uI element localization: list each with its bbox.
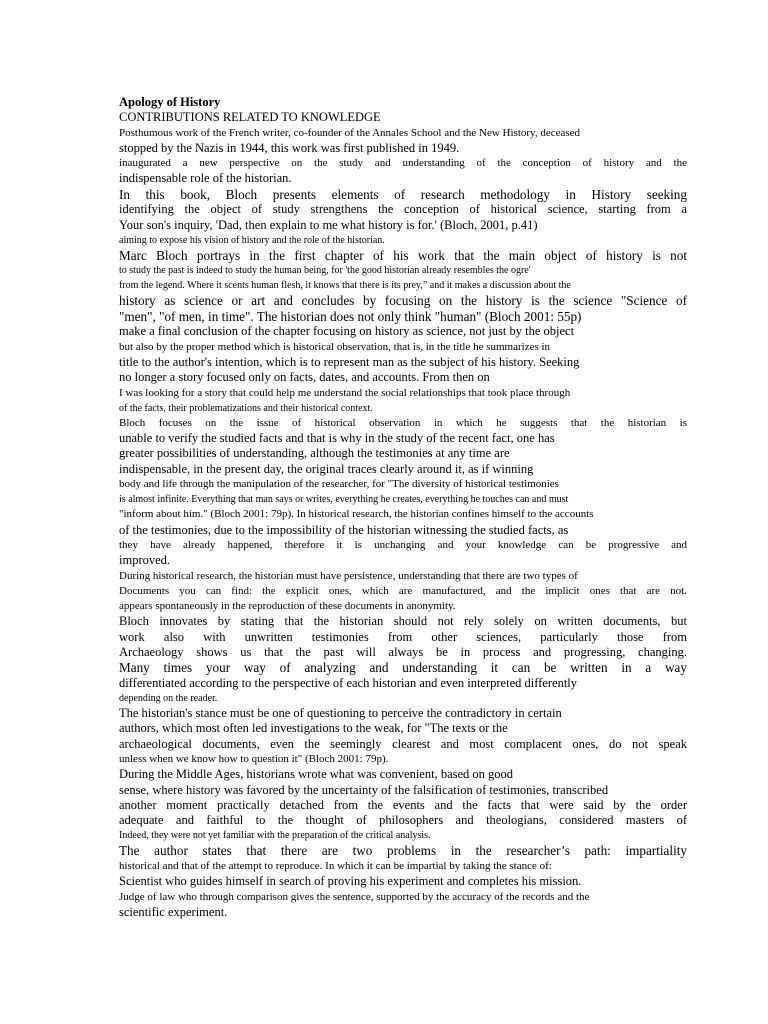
text-line: Bloch innovates by stating that the historian should not rely solely on written documents, but — [119, 614, 687, 629]
text-line: Indeed, they were not yet familiar with the preparation of the critical analysis. — [119, 830, 431, 842]
text-line: During the Middle Ages, historians wrote what was convenient, based on good — [119, 767, 514, 782]
text-line: indispensable, in the present day, the original traces clearly around it, as if winning — [119, 461, 534, 476]
text-line: sense, where history was favored by the uncertainty of the falsification of testimonies, transcribed — [119, 782, 609, 797]
text-line: unless when we know how to question it" (Bloch 2001: 79p). — [119, 753, 389, 765]
text-line: The author states that there are two problems in the researcher’s path: impartiality — [119, 843, 687, 859]
text-line: appears spontaneously in the reproduction of these documents in anonymity. — [119, 600, 456, 613]
document-subtitle: CONTRIBUTIONS RELATED TO KNOWLEDGE — [119, 110, 381, 125]
text-line: greater possibilities of understanding, although the testimonies at any time are — [119, 446, 510, 461]
text-line: they have already happened, therefore it is unchanging and your knowledge can be progressive and — [119, 538, 687, 551]
text-line: is almost infinite. Everything that man says or writes, everything he creates, everything he touches can and must — [119, 494, 569, 506]
text-line: Bloch focuses on the issue of historical observation in which he suggests that the historian is — [119, 416, 687, 429]
text-line: Marc Bloch portrays in the first chapter of his work that the main object of history is not — [119, 247, 687, 263]
text-line: title to the author's intention, which is to represent man as the subject of his history. Seeking — [119, 354, 580, 369]
text-line: scientific experiment. — [119, 904, 228, 919]
text-line: Scientist who guides himself in search of proving his experiment and completes his mission. — [119, 874, 582, 889]
text-line: indispensable role of the historian. — [119, 171, 292, 186]
text-line: history as science or art and concludes by focusing on the history is the science "Science of — [119, 293, 687, 309]
text-line: aiming to expose his vision of history and the role of the historian. — [119, 234, 385, 246]
text-line: The historian's stance must be one of questioning to perceive the contradictory in certain — [119, 706, 562, 721]
text-line: historical and that of the attempt to reproduce. In which it can be impartial by taking the stance of: — [119, 859, 552, 872]
text-line: Documents you can find: the explicit ones, which are manufactured, and the implicit ones that are not. — [119, 584, 687, 597]
text-line: "inform about him." (Bloch 2001: 79p). In historical research, the historian confines himself to the accounts — [119, 508, 594, 521]
text-line: Many times your way of analyzing and understanding it can be written in a way — [119, 660, 687, 676]
document-page — [119, 95, 687, 920]
text-line: Archaeology shows us that the past will always be in process and progressing, changing. — [119, 645, 687, 660]
text-line: body and life through the manipulation of the researcher, for "The diversity of historical testimonies — [119, 478, 559, 491]
text-line: differentiated according to the perspective of each historian and even interpreted differently — [119, 675, 578, 690]
text-line: work also with unwritten testimonies from other sciences, particularly those from — [119, 629, 687, 644]
text-line: of the testimonies, due to the impossibility of the historian witnessing the studied facts, as — [119, 522, 569, 537]
text-line: stopped by the Nazis in 1944, this work was first published in 1949. — [119, 140, 460, 155]
text-line: unable to verify the studied facts and that is why in the study of the recent fact, one has — [119, 431, 555, 446]
text-line: authors, which most often led investigations to the weak, for "The texts or the — [119, 721, 508, 736]
text-line: Your son's inquiry, 'Dad, then explain to me what history is for.' (Bloch, 2001, p.41) — [119, 217, 538, 232]
text-line: archaeological documents, even the seemingly clearest and most complacent ones, do not speak — [119, 736, 687, 751]
text-line: adequate and faithful to the thought of philosophers and theologians, considered masters of — [119, 813, 687, 828]
text-line: depending on the reader. — [119, 693, 218, 705]
text-line: In this book, Bloch presents elements of research methodology in History seeking — [119, 186, 687, 202]
text-line: During historical research, the historian must have persistence, understanding that there are two types of — [119, 569, 578, 582]
text-line: improved. — [119, 553, 171, 568]
document-title: Apology of History — [119, 95, 221, 109]
text-line: "men", "of men, in time". The historian does not only think "human" (Bloch 2001: 55p) — [119, 308, 582, 324]
text-line: inaugurated a new perspective on the study and understanding of the conception of history and the — [119, 157, 687, 170]
text-line: of the facts, their problematizations and their historical context. — [119, 402, 373, 414]
text-line: identifying the object of study strengthens the conception of historical science, starting from a — [119, 202, 687, 217]
text-line: make a final conclusion of the chapter focusing on history as science, not just by the object — [119, 324, 575, 339]
text-line: to study the past is indeed to study the human being, for 'the good historian already resembles the ogre' — [119, 265, 531, 277]
text-line: but also by the proper method which is historical observation, that is, in the title he summarizes in — [119, 340, 551, 353]
text-line: no longer a story focused only on facts, dates, and accounts. From then on — [119, 370, 490, 385]
text-line: I was looking for a story that could help me understand the social relationships that took place through — [119, 386, 571, 399]
text-line: Posthumous work of the French writer, co-founder of the Annales School and the New History, deceased — [119, 126, 581, 139]
text-line: another moment practically detached from the events and the facts that were said by the order — [119, 797, 687, 812]
text-line: Judge of law who through comparison gives the sentence, supported by the accuracy of the records and the — [119, 890, 590, 903]
text-line: from the legend. Where it scents human flesh, it knows that there is its prey,” and it makes a discussion about the — [119, 280, 571, 292]
